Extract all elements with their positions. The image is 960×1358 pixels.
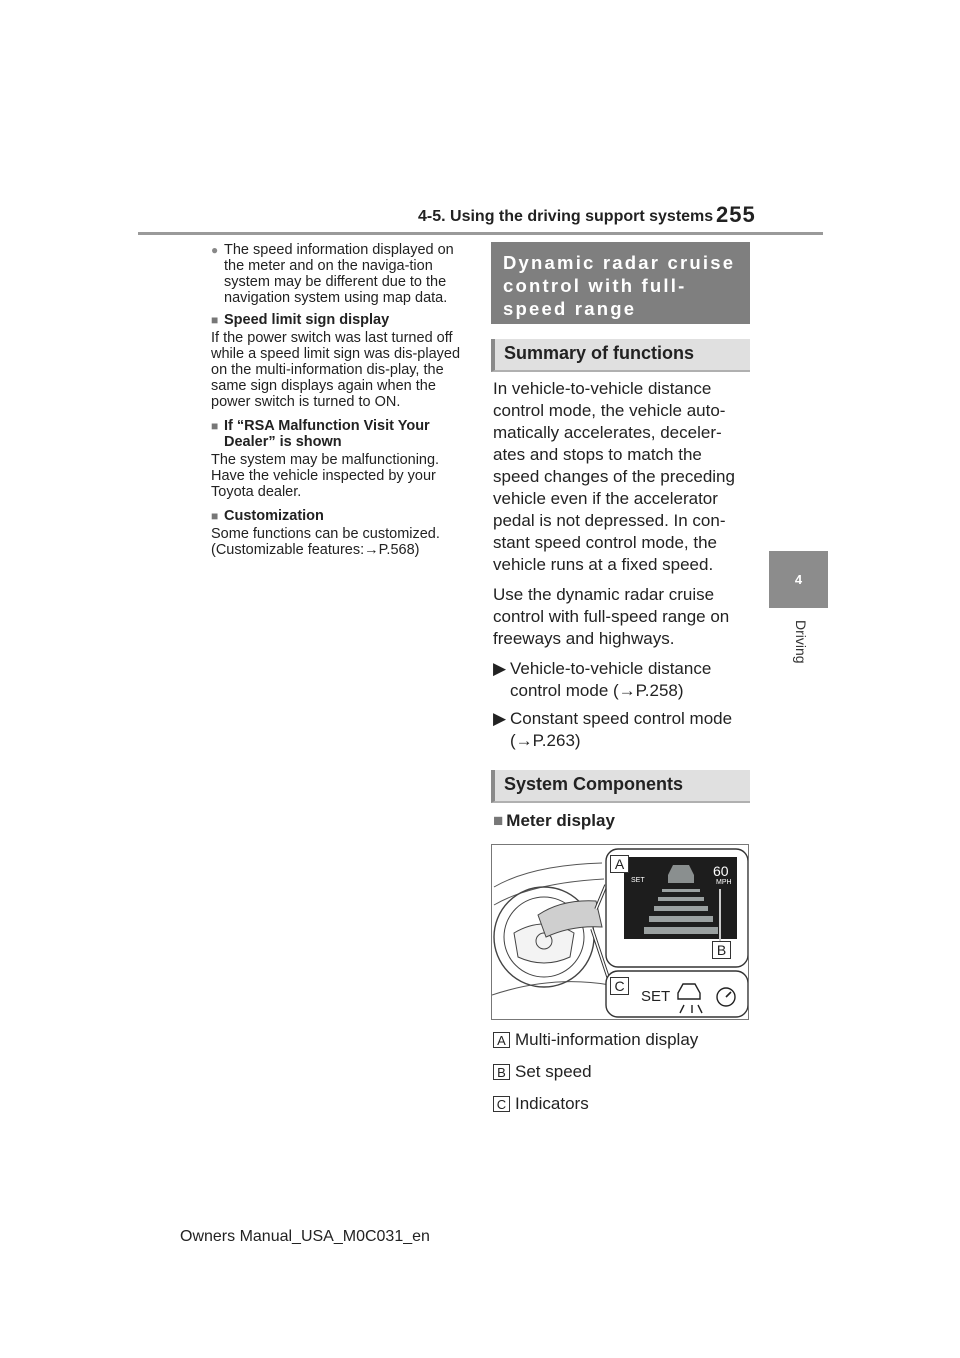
usage-paragraph: Use the dynamic radar cruise control with full-speed range on freeways and highways. bbox=[493, 585, 730, 648]
square-bullet-icon: ■ bbox=[493, 811, 504, 830]
footer-text: Owners Manual_USA_M0C031_en bbox=[180, 1228, 430, 1245]
mode-item bbox=[493, 658, 751, 702]
legend-item bbox=[493, 1062, 592, 1082]
mode-link-text[interactable]: Vehicle-to-vehicle distance control mode (→P.258) bbox=[510, 659, 712, 700]
subsection-body: The system may be malfunctioning. Have the vehicle inspected by your Toyota dealer. bbox=[211, 452, 440, 500]
section-title: 4-5. Using the driving support systems bbox=[418, 208, 714, 225]
square-bullet-icon: ■ bbox=[211, 313, 219, 327]
triangle-bullet-icon: ▶ bbox=[493, 709, 507, 728]
header-rule bbox=[138, 232, 823, 235]
square-bullet-icon: ■ bbox=[211, 419, 219, 433]
square-bullet-icon: ■ bbox=[211, 509, 219, 523]
set-speed-value: 60 bbox=[713, 863, 729, 879]
summary-paragraph: In vehicle-to-vehicle distance control mode, the vehicle auto-matically accelerates, deceler-ates and stops to match the speed changes of the preceding vehicle even if the accelerator pedal is not depressed. In con-stant speed control mode, the vehicle runs at a fixed speed. bbox=[493, 379, 735, 574]
note-item bbox=[211, 242, 469, 306]
chapter-name: Driving bbox=[793, 620, 809, 664]
meter-illustration bbox=[491, 844, 749, 1020]
subsection-heading: ■ If “RSA Malfunction Visit Your Dealer” is shown bbox=[211, 418, 430, 450]
speed-unit: MPH bbox=[716, 879, 732, 886]
callout-b: B bbox=[712, 941, 731, 959]
subsection-heading: ■ Speed limit sign display bbox=[211, 312, 390, 328]
legend-key: B bbox=[493, 1064, 510, 1080]
left-column bbox=[211, 242, 469, 566]
circle-bullet-icon: ● bbox=[211, 243, 219, 257]
triangle-bullet-icon: ▶ bbox=[493, 659, 507, 678]
main-section-heading: Dynamic radar cruise control with full-speed range bbox=[491, 242, 750, 324]
mode-item bbox=[493, 708, 751, 752]
callout-c: C bbox=[610, 977, 629, 995]
preceding-vehicle-icon bbox=[668, 865, 694, 883]
note-text: The speed information displayed on the meter and on the naviga-tion system may be different due to the navigation system using map data. bbox=[224, 242, 454, 306]
legend-key: A bbox=[493, 1032, 510, 1048]
meter-heading: ■ Meter display bbox=[493, 811, 615, 830]
legend-label: Multi-information display bbox=[515, 1030, 699, 1049]
summary-body bbox=[493, 378, 751, 758]
components-heading: System Components bbox=[491, 770, 750, 803]
legend-label: Indicators bbox=[515, 1094, 589, 1113]
legend-item bbox=[493, 1030, 698, 1050]
summary-heading: Summary of functions bbox=[491, 339, 750, 372]
set-indicator-label: SET bbox=[641, 988, 671, 1005]
page-number: 255 bbox=[716, 202, 756, 227]
subsection-heading: ■ Customization bbox=[211, 508, 324, 524]
legend-item bbox=[493, 1094, 589, 1114]
legend-key: C bbox=[493, 1096, 510, 1112]
callout-a: A bbox=[610, 855, 629, 873]
subsection-body: Some functions can be customized. (Customizable features:→P.568) bbox=[211, 526, 440, 558]
legend-label: Set speed bbox=[515, 1062, 592, 1081]
chapter-tab[interactable]: 4 bbox=[769, 551, 828, 608]
mode-link-text[interactable]: Constant speed control mode (→P.263) bbox=[510, 709, 733, 750]
subsection-body: If the power switch was last turned off while a speed limit sign was dis-played on the multi-information dis-play, the same sign displays again when the power switch is turned to ON. bbox=[211, 330, 461, 410]
display-set-label: SET bbox=[631, 877, 645, 884]
